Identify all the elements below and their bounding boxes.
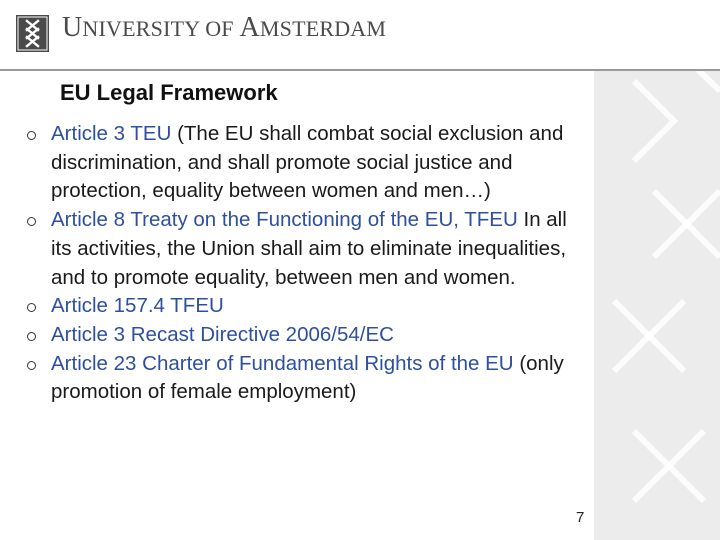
uva-crosses-logo-icon [16,15,49,52]
bullet-text: In all its activities, the Union shall aim to eliminate inequalities, and to promote equality, between men and women. [51,208,567,289]
article-link[interactable]: Article 3 TEU [51,122,172,145]
hollow-circle-bullet-icon [27,217,36,226]
hollow-circle-bullet-icon [27,131,36,140]
bullet-text: (only promotion of female employment) [51,351,564,404]
hollow-circle-bullet-icon [27,303,36,312]
bullet-text: (The EU shall combat social exclusion and discrimination, and shall promote social justice and protection, equality between women and men…) [51,122,564,203]
list-item [30,292,570,321]
article-link[interactable]: Article 8 Treaty on the Functioning of the EU, TFEU [51,208,518,232]
article-link[interactable]: Article 23 Charter of Fundamental Rights of the EU [51,351,514,375]
list-item [30,350,570,407]
list-item [30,321,570,350]
university-name: UNIVERSITY OF AMSTERDAM [62,12,387,43]
article-link[interactable]: Article 157.4 TFEU [51,294,224,318]
page-number: 7 [576,509,585,526]
decorative-side-panel [594,71,720,540]
article-link[interactable]: Article 3 Recast Directive 2006/54/EC [51,322,394,346]
bullet-list [30,120,570,407]
hollow-circle-bullet-icon [27,361,36,370]
list-item [30,206,570,292]
slide-header [0,0,720,70]
slide-title: EU Legal Framework [60,80,278,105]
list-item [30,120,570,206]
hollow-circle-bullet-icon [27,332,36,341]
